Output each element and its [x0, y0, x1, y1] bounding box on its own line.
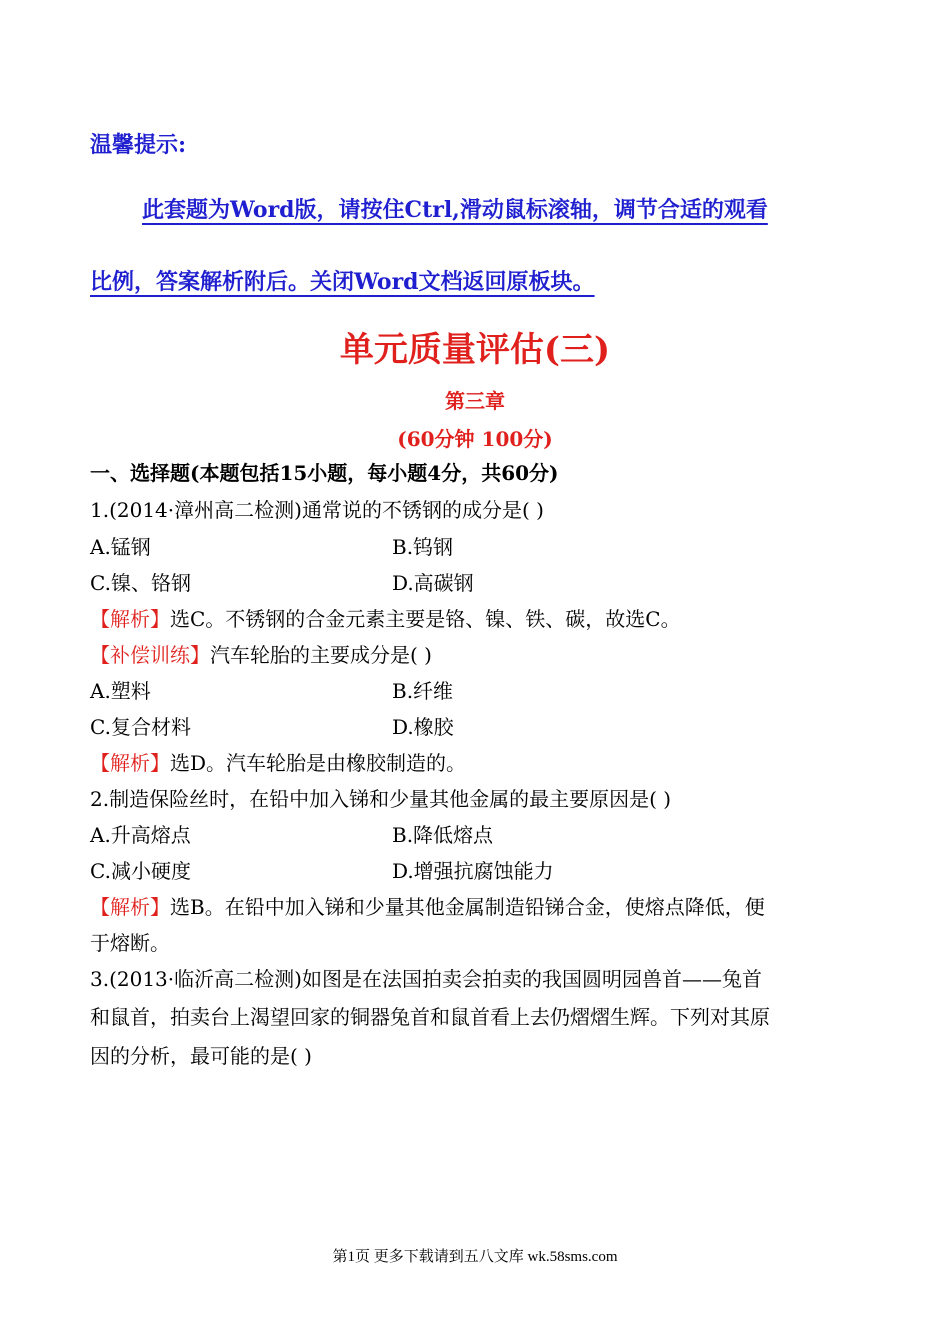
question-2-option-b: B.降低熔点 [392, 823, 494, 847]
chapter-label: 第三章 [445, 389, 505, 413]
bonus-stem [90, 639, 432, 668]
question-2-analysis-cont: 于熔断。 [90, 931, 170, 955]
question-2-option-a: A.升高熔点 [90, 823, 191, 847]
question-1-option-b: B.钨钢 [392, 535, 454, 559]
question-1-option-a: A.锰钢 [90, 535, 151, 559]
question-1-option-d: D.高碳钢 [392, 571, 474, 595]
question-1-option-c: C.镍、铬钢 [90, 571, 191, 595]
question-2-analysis [90, 891, 765, 920]
question-3-line-2: 和鼠首，拍卖台上渴望回家的铜器兔首和鼠首看上去仍熠熠生辉。下列对其原 [90, 1005, 770, 1029]
page-footer: 第1页 更多下载请到五八文库 wk.58sms.com [332, 1249, 618, 1265]
bonus-stem-text: 汽车轮胎的主要成分是( ) [210, 643, 432, 667]
notice-line-1: 此套题为Word版，请按住Ctrl,滑动鼠标滚轴，调节合适的观看 [142, 197, 768, 223]
question-2-option-d: D.增强抗腐蚀能力 [392, 859, 554, 883]
bonus-option-a: A.塑料 [90, 679, 151, 703]
analysis-text: 选D。汽车轮胎是由橡胶制造的。 [170, 751, 467, 775]
bonus-option-b: B.纤维 [392, 679, 454, 703]
question-2-stem: 2.制造保险丝时，在铅中加入锑和少量其他金属的最主要原因是( ) [90, 787, 672, 811]
question-2-option-c: C.减小硬度 [90, 859, 191, 883]
bonus-option-d: D.橡胶 [392, 715, 454, 739]
notice-line-2: 比例，答案解析附后。关闭Word文档返回原板块。 [90, 269, 595, 295]
analysis-text: 选B。在铅中加入锑和少量其他金属制造铅锑合金，使熔点降低，便 [170, 895, 765, 919]
time-score-label: (60分钟 100分) [397, 427, 553, 451]
bonus-tag: 【补偿训练】 [90, 643, 210, 667]
section-heading: 一、选择题(本题包括15小题，每小题4分，共60分) [90, 461, 559, 485]
question-3-line-3: 因的分析，最可能的是( ) [90, 1044, 312, 1068]
analysis-tag: 【解析】 [90, 607, 170, 631]
analysis-tag: 【解析】 [90, 895, 170, 919]
question-1-stem: 1.(2014·漳州高二检测)通常说的不锈钢的成分是( ) [90, 498, 544, 522]
bonus-option-c: C.复合材料 [90, 715, 191, 739]
question-1-analysis [90, 603, 681, 632]
notice-title: 温馨提示: [90, 132, 187, 158]
page-title: 单元质量评估(三) [339, 330, 611, 370]
question-3-line-1: 3.(2013·临沂高二检测)如图是在法国拍卖会拍卖的我国圆明园兽首——兔首 [90, 967, 762, 991]
analysis-text: 选C。不锈钢的合金元素主要是铬、镍、铁、碳，故选C。 [170, 607, 681, 631]
bonus-analysis [90, 747, 466, 776]
analysis-tag: 【解析】 [90, 751, 170, 775]
